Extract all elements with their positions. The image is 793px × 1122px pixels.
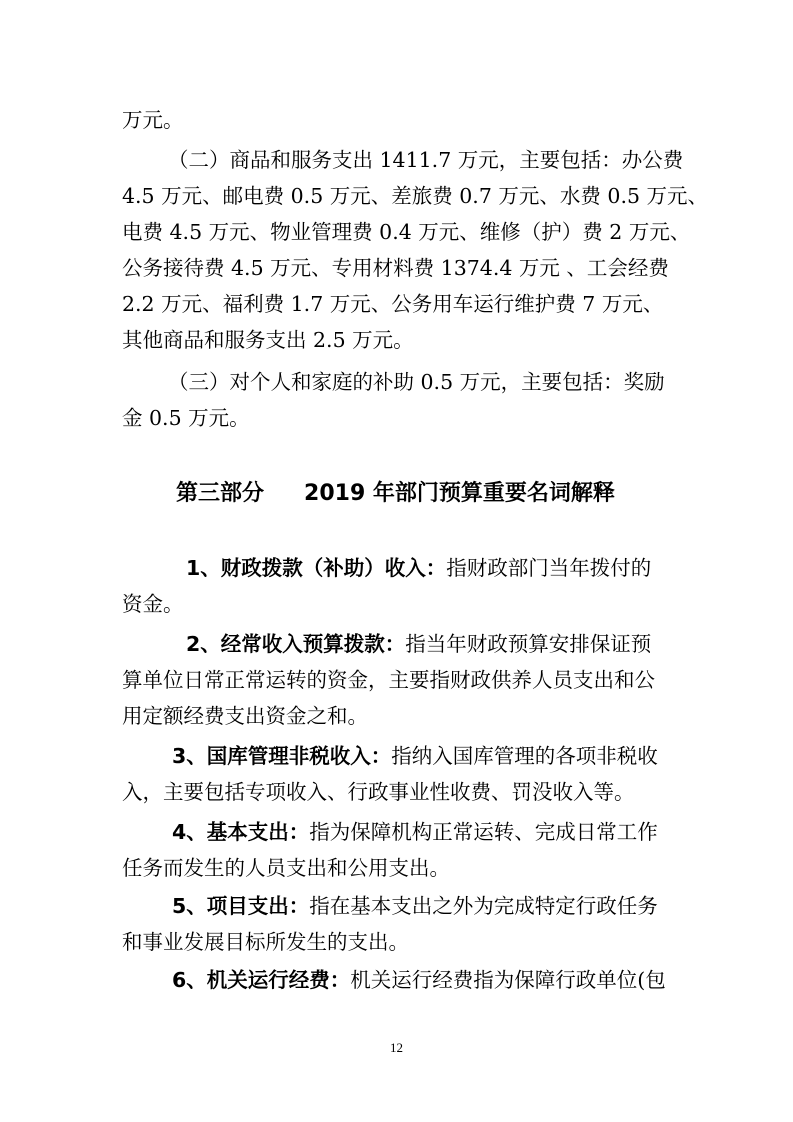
term-line bbox=[172, 820, 658, 844]
term-label: 6、机关运行经费： bbox=[172, 968, 351, 992]
term-line bbox=[186, 556, 651, 580]
term-line bbox=[172, 744, 658, 768]
paragraph-line: 任务而发生的人员支出和公用支出。 bbox=[122, 856, 450, 880]
part-title: 2019 年部门预算重要名词解释 bbox=[304, 481, 615, 506]
paragraph-line: 公务接待费 4.5 万元、专用材料费 1374.4 万元 、工会经费 bbox=[122, 256, 669, 280]
term-label: 5、项目支出： bbox=[172, 894, 310, 918]
term-text: 指纳入国库管理的各项非税收 bbox=[391, 744, 658, 768]
term-label: 3、国库管理非税收入： bbox=[172, 744, 392, 768]
paragraph-line: （二）商品和服务支出 1411.7 万元，主要包括：办公费 bbox=[168, 148, 684, 172]
paragraph-line: 金 0.5 万元。 bbox=[122, 406, 250, 430]
term-label: 4、基本支出： bbox=[172, 820, 310, 844]
term-label: 1、财政拨款（补助）收入： bbox=[186, 556, 447, 580]
paragraph-line: 和事业发展目标所发生的支出。 bbox=[122, 930, 409, 954]
term-text: 指为保障机构正常运转、完成日常工作 bbox=[309, 820, 658, 844]
paragraph-line: 万元。 bbox=[122, 108, 184, 132]
term-line bbox=[172, 894, 658, 918]
page-number: 12 bbox=[390, 1040, 403, 1055]
paragraph-line: 电费 4.5 万元、物业管理费 0.4 万元、维修（护）费 2 万元、 bbox=[122, 220, 691, 244]
paragraph-line: 4.5 万元、邮电费 0.5 万元、差旅费 0.7 万元、水费 0.5 万元、 bbox=[122, 184, 709, 208]
paragraph-line: 资金。 bbox=[122, 592, 184, 616]
term-text: 指财政部门当年拨付的 bbox=[446, 556, 652, 580]
paragraph-line: 其他商品和服务支出 2.5 万元。 bbox=[122, 328, 414, 352]
term-line bbox=[186, 632, 651, 656]
paragraph-line: 2.2 万元、福利费 1.7 万元、公务用车运行维护费 7 万元、 bbox=[122, 292, 664, 316]
term-text: 指当年财政预算安排保证预 bbox=[405, 632, 652, 656]
term-text: 机关运行经费指为保障行政单位(包 bbox=[350, 968, 666, 992]
term-text: 指在基本支出之外为完成特定行政任务 bbox=[309, 894, 658, 918]
paragraph-line: （三）对个人和家庭的补助 0.5 万元，主要包括：奖励 bbox=[168, 370, 665, 394]
term-label: 2、经常收入预算拨款： bbox=[186, 632, 406, 656]
paragraph-line: 入，主要包括专项收入、行政事业性收费、罚没收入等。 bbox=[122, 780, 635, 804]
term-line bbox=[172, 968, 666, 992]
paragraph-line: 算单位日常正常运转的资金，主要指财政供养人员支出和公 bbox=[122, 668, 655, 692]
section-heading bbox=[176, 480, 615, 508]
part-label: 第三部分 bbox=[176, 481, 265, 506]
paragraph-line: 用定额经费支出资金之和。 bbox=[122, 704, 368, 728]
